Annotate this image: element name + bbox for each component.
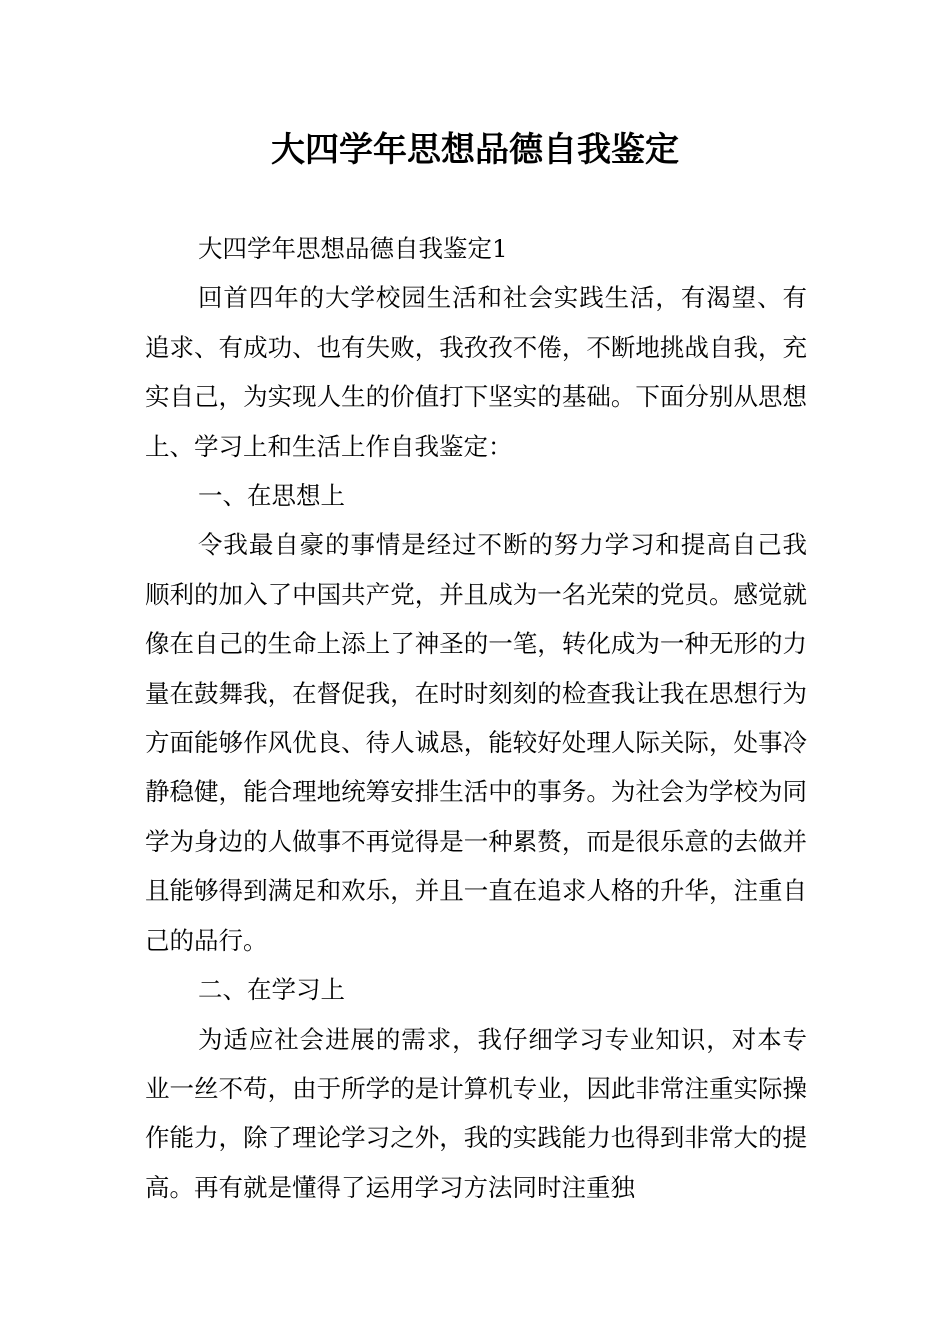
heading-thought: 一、在思想上: [198, 481, 345, 511]
heading-study: 二、在学习上: [198, 975, 345, 1005]
paragraph-thought: 令我最自豪的事情是经过不断的努力学习和提高自己我顺利的加入了中国共产党，并且成为一名光荣的党员。感觉就像在自己的生命上添上了神圣的一笔，转化成为一种无形的力量在鼓舞我，在督促我，在时时刻刻的检查我让我在思想行为方面能够作风优良、待人诚恳，能较好处理人际关际，处事冷静稳健，能合理地统筹安排生活中的事务。为社会为学校为同学为身边的人做事不再觉得是一种累赘，而是很乐意的去做并且能够得到满足和欢乐，并且一直在追求人格的升华，注重自己的品行。: [145, 530, 807, 955]
paragraph-study: 为适应社会进展的需求，我仔细学习专业知识，对本专业一丝不苟，由于所学的是计算机专业，因此非常注重实际操作能力，除了理论学习之外，我的实践能力也得到非常大的提高。再有就是懂得了运用学习方法同时注重独: [145, 1024, 807, 1202]
section-subtitle: 大四学年思想品德自我鉴定1: [198, 234, 508, 263]
document-title: 大四学年思想品德自我鉴定: [271, 130, 679, 170]
document-body: [145, 224, 807, 1212]
paragraph-intro: 回首四年的大学校园生活和社会实践生活，有渴望、有追求、有成功、也有失败，我孜孜不倦，不断地挑战自我，充实自己，为实现人生的价值打下坚实的基础。下面分别从思想上、学习上和生活上作自我鉴定：: [145, 283, 807, 461]
